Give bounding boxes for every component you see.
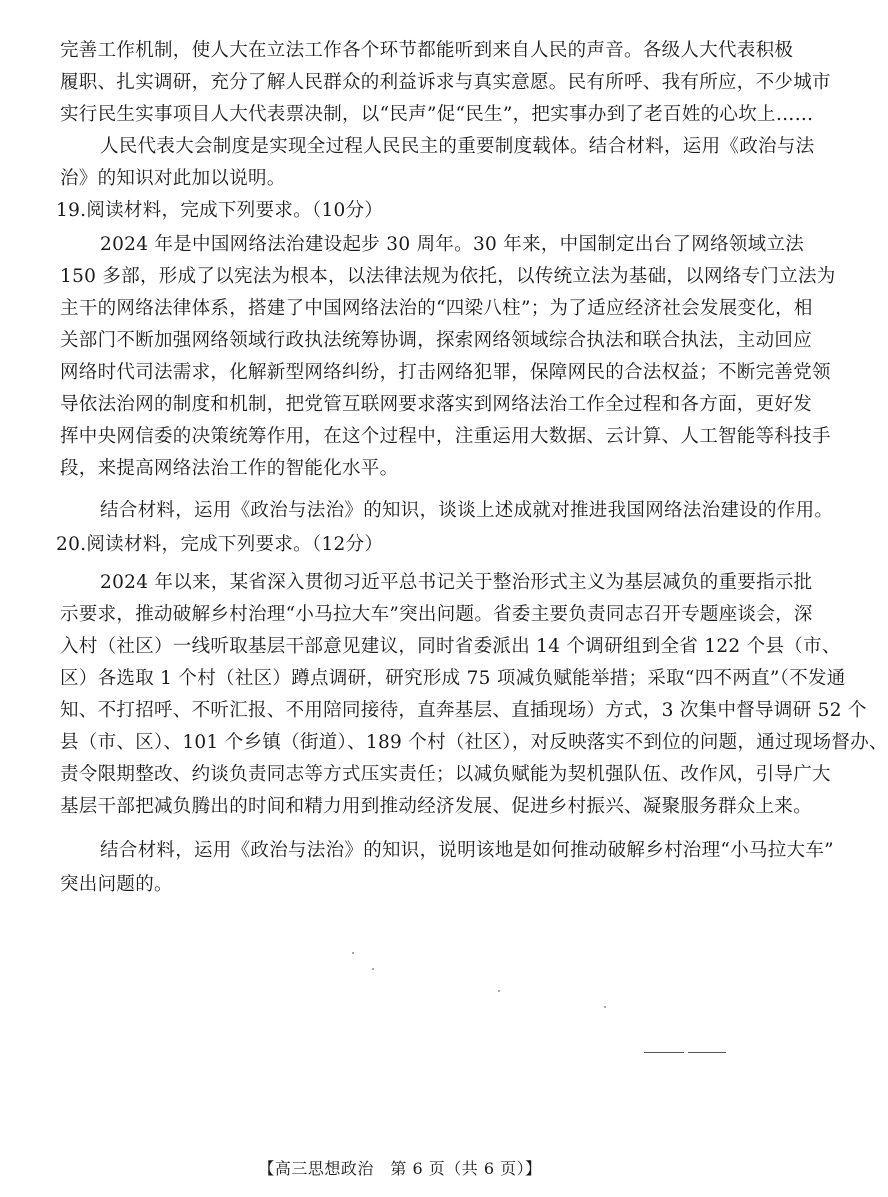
q20-material-line-4: 区）各选取 1 个村（社区）蹲点调研，研究形成 75 项减负赋能举措；采取“四不两直”（不发通 — [60, 668, 846, 689]
q19-material-line-3: 主干的网络法律体系，搭建了中国网络法治的“四梁八柱”；为了适应经济社会发展变化，相 — [60, 298, 813, 319]
q20-material-line-8: 基层干部把减负腾出的时间和精力用到推动经济发展、促进乡村振兴、凝聚服务群众上来。 — [60, 796, 813, 817]
page-footer: 【高三思想政治 第 6 页（共 6 页）】 — [258, 1159, 542, 1178]
scan-speck — [498, 990, 500, 992]
q18-material-line-3: 实行民生实事项目人大代表票决制，以“民声”促“民生”，把实事办到了老百姓的心坎上…… — [60, 104, 814, 125]
q20-material-line-6: 县（市、区）、101 个乡镇（街道）、189 个村（社区），对反映落实不到位的问题，通过现场督办、 — [60, 732, 888, 753]
q20-material-line-7: 责令限期整改、约谈负责同志等方式压实责任；以减负赋能为契机强队伍、改作风，引导广大 — [60, 764, 831, 785]
q18-task-line-2: 治》的知识对此加以说明。 — [60, 168, 286, 189]
q19-heading: 19.阅读材料，完成下列要求。（10分） — [56, 200, 384, 221]
q19-task: 结合材料，运用《政治与法治》的知识，谈谈上述成就对推进我国网络法治建设的作用。 — [100, 500, 834, 521]
q20-heading: 20.阅读材料，完成下列要求。（12分） — [56, 534, 384, 555]
q19-material-line-8: 段，来提高网络法治工作的智能化水平。 — [60, 458, 399, 479]
q18-material-line-2: 履职、扎实调研，充分了解人民群众的利益诉求与真实意愿。民有所呼、我有所应，不少城市 — [60, 72, 831, 93]
q20-material-line-5: 知、不打招呼、不听汇报、不用陪同接待，直奔基层、直插现场）方式，3 次集中督导调研 52 个 — [60, 700, 867, 721]
q19-material-line-6: 导依法治网的制度和机制，把党管互联网要求落实到网络法治工作全过程和各方面，更好发 — [60, 394, 813, 415]
scan-line-mark — [688, 1052, 726, 1053]
q20-task-line-2: 突出问题的。 — [60, 874, 173, 895]
q20-task-line-1: 结合材料，运用《政治与法治》的知识，说明该地是如何推动破解乡村治理“小马拉大车” — [100, 840, 834, 861]
q19-material-line-1: 2024 年是中国网络法治建设起步 30 周年。30 年来，中国制定出台了网络领域立法 — [100, 234, 805, 255]
q20-material-line-1: 2024 年以来，某省深入贯彻习近平总书记关于整治形式主义为基层减负的重要指示批 — [100, 572, 813, 593]
q20-material-line-3: 入村（社区）一线听取基层干部意见建议，同时省委派出 14 个调研组到全省 122 个县（市、 — [60, 636, 841, 657]
q19-material-line-7: 挥中央网信委的决策统筹作用，在这个过程中，注重运用大数据、云计算、人工智能等科技手 — [60, 426, 831, 447]
q20-material-line-2: 示要求，推动破解乡村治理“小马拉大车”突出问题。省委主要负责同志召开专题座谈会，深 — [60, 604, 813, 625]
q19-material-line-4: 关部门不断加强网络领域行政执法统筹协调，探索网络领域综合执法和联合执法，主动回应 — [60, 330, 813, 351]
scan-line-mark — [644, 1052, 684, 1053]
q19-material-line-5: 网络时代司法需求，化解新型网络纠纷，打击网络犯罪，保障网民的合法权益；不断完善党领 — [60, 362, 831, 383]
scan-speck — [352, 952, 354, 954]
q19-material-line-2: 150 多部，形成了以宪法为根本，以法律法规为依托，以传统立法为基础，以网络专门立法为 — [60, 266, 836, 287]
q18-task-line-1: 人民代表大会制度是实现全过程人民民主的重要制度载体。结合材料，运用《政治与法 — [100, 136, 815, 157]
q18-material-line-1: 完善工作机制，使人大在立法工作各个环节都能听到来自人民的声音。各级人大代表积极 — [60, 40, 794, 61]
scan-speck — [604, 1006, 606, 1008]
scan-speck — [372, 968, 374, 970]
